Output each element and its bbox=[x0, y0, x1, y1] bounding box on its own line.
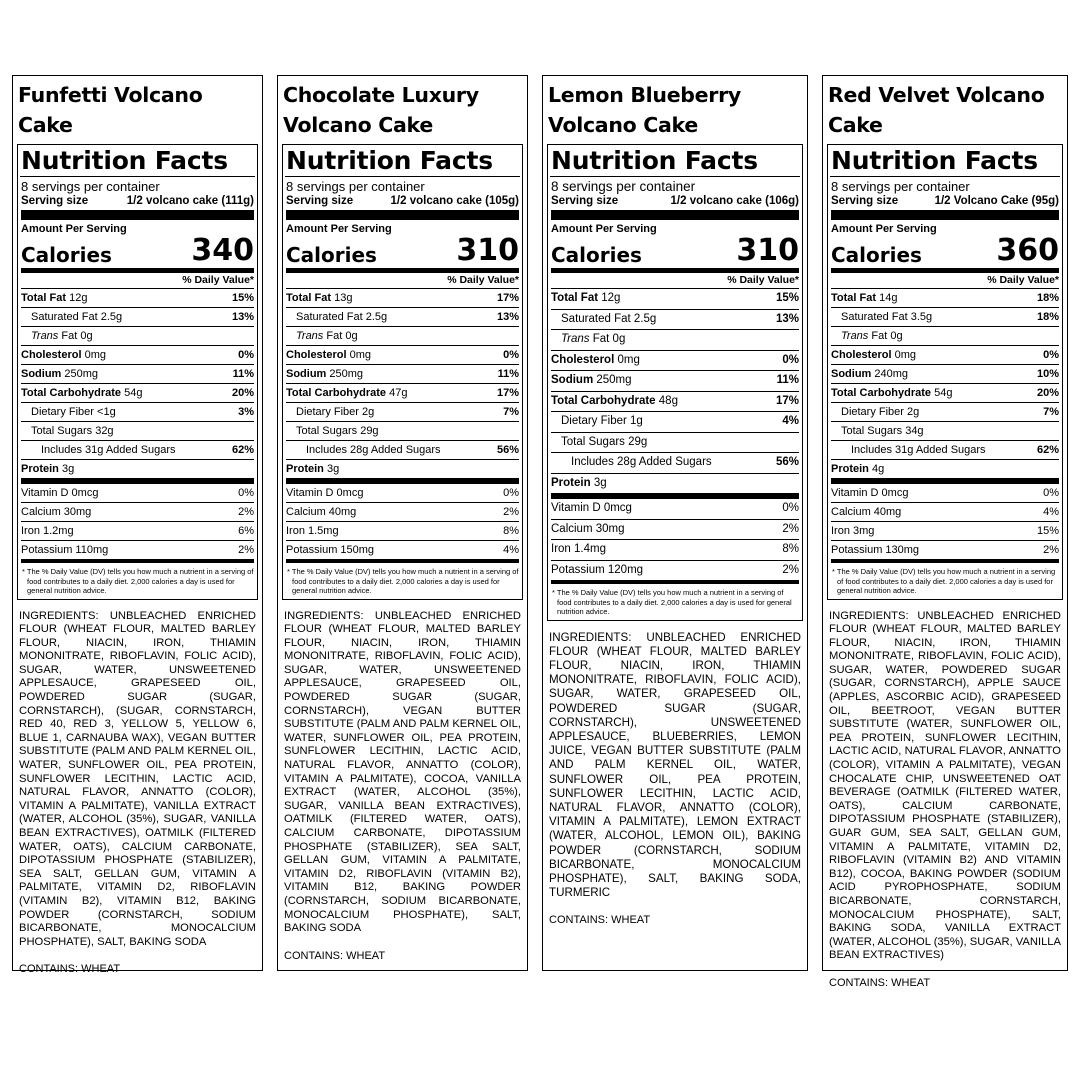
total-carbohydrate-row bbox=[286, 384, 519, 403]
calories-row bbox=[21, 233, 254, 268]
potassium: Potassium 130mg bbox=[831, 544, 920, 556]
calcium-dv: 2% bbox=[503, 506, 519, 518]
calories-row bbox=[286, 233, 519, 268]
cholesterol-amount: 0mg bbox=[84, 349, 106, 361]
calcium: Calcium 30mg bbox=[21, 506, 92, 518]
potassium-dv: 2% bbox=[238, 544, 254, 556]
total-carbohydrate-dv: 17% bbox=[496, 387, 519, 399]
added-sugars: Includes 31g Added Sugars bbox=[41, 444, 176, 456]
sodium-amount: 250mg bbox=[596, 374, 632, 386]
total-sugars: Total Sugars 29g bbox=[296, 425, 379, 437]
vitamin-d-row bbox=[831, 484, 1059, 503]
daily-value-header: % Daily Value* bbox=[21, 273, 254, 289]
dietary-fiber-amount: 2g bbox=[362, 406, 375, 418]
calories-value: 360 bbox=[996, 233, 1059, 268]
nutrition-facts-heading: Nutrition Facts bbox=[550, 145, 800, 177]
total-carbohydrate-dv: 20% bbox=[231, 387, 254, 399]
trans-fat-amount: Fat 0g bbox=[592, 333, 626, 345]
potassium: Potassium 120mg bbox=[551, 563, 644, 576]
total-carbohydrate-dv: 17% bbox=[775, 394, 799, 407]
trans-fat-row bbox=[551, 330, 799, 351]
daily-value-header: % Daily Value* bbox=[551, 273, 799, 289]
daily-value-footnote: * The % Daily Value (DV) tells you how much a nutrient in a serving of food contributes to a daily diet. 2,000 calories a day is used for general nutrition advice. bbox=[286, 559, 519, 596]
dietary-fiber-label: Dietary Fiber bbox=[296, 406, 359, 418]
cholesterol-row bbox=[551, 351, 799, 372]
serving-size-label: Serving size bbox=[286, 195, 354, 207]
calcium-row bbox=[551, 520, 799, 541]
calories-row bbox=[831, 233, 1059, 268]
product-title: Lemon Blueberry Volcano Cake bbox=[548, 83, 741, 137]
serving-size-value: 1/2 volcano cake (111g) bbox=[126, 195, 254, 207]
potassium-dv: 2% bbox=[1043, 544, 1059, 556]
ingredients-text: INGREDIENTS: UNBLEACHED ENRICHED FLOUR (WHEAT FLOUR, MALTED BARLEY FLOUR, NIACIN, IRON, THIAMIN MONONITRATE, RIBOFLAVIN, FOLIC ACID), SUGAR, WATER, UNSWEETENED APPLESAUCE, GRAPESEED OIL, POWDERED SUGAR (SUGAR, CORNSTARCH), VEGAN BUTTER SUBSTITUTE (PALM AND PALM KERNEL OIL, WATER, SUNFLOWER OIL, PEA PROTEIN, SUNFLOWER LECITHIN, LACTIC ACID, NATURAL FLAVOR, ANNATTO (COLOR), VITAMIN A PALMITATE), COCOA, VANILLA EXTRACT (WATER, ALCOHOL (35%), SUGAR, VANILLA BEAN EXTRACTIVES), OATMILK (FILTERED WATER, OATS), CALCIUM CARBONATE, DIPOTASSIUM PHOSPHATE (STABILIZER), SEA SALT, GELLAN GUM, VITAMIN A PALMITATE, VITAMIN D2, RIBOFLAVIN (VITAMIN B2), VITAMIN B12, BAKING POWDER (CORNSTARCH, SODIUM BICARBONATE, MONOCALCIUM PHOSPHATE), SALT, BAKING SODA bbox=[284, 609, 521, 935]
total-fat-dv: 17% bbox=[496, 292, 519, 304]
iron-row bbox=[831, 522, 1059, 541]
thick-divider bbox=[21, 210, 254, 220]
amount-per-serving: Amount Per Serving bbox=[551, 223, 657, 235]
total-fat-amount: 12g bbox=[69, 292, 88, 304]
protein-label: Protein bbox=[831, 463, 869, 475]
allergen-statement: CONTAINS: WHEAT bbox=[284, 949, 386, 962]
ingredients-text: INGREDIENTS: UNBLEACHED ENRICHED FLOUR (WHEAT FLOUR, MALTED BARLEY FLOUR, NIACIN, IRON, THIAMIN MONONITRATE, RIBOFLAVIN, FOLIC ACID), SUGAR, WATER, GRAPESEED OIL, POWDERED SUGAR (SUGAR, CORNSTARCH), UNSWEETENED APPLESAUCE, BLUEBERRIES, LEMON JUICE, VEGAN BUTTER SUBSTITUTE (PALM AND PALM KERNEL OIL, WATER, SUNFLOWER OIL, PEA PROTEIN, SUNFLOWER LECITHIN, LACTIC ACID, NATURAL FLAVOR, ANNATTO (COLOR), VITAMIN A PALMITATE), LEMON EXTRACT (WATER, ALCOHOL, LEMON OIL), BAKING POWDER (CORNSTARCH, SODIUM BICARBONATE, MONOCALCIUM PHOSPHATE), SALT, BAKING SODA, TURMERIC bbox=[549, 630, 801, 900]
iron-row bbox=[551, 540, 799, 561]
total-carbohydrate-amount: 54g bbox=[124, 387, 143, 399]
saturated-fat-dv: 18% bbox=[1036, 311, 1059, 323]
trans-fat-row bbox=[831, 327, 1059, 346]
saturated-fat-amount: 2.5g bbox=[365, 311, 388, 323]
total-fat-label: Total Fat bbox=[831, 292, 877, 304]
cholesterol-dv: 0% bbox=[1043, 349, 1059, 361]
saturated-fat-label: Saturated Fat bbox=[841, 311, 908, 323]
sodium-dv: 11% bbox=[497, 368, 519, 380]
calories-row bbox=[551, 233, 799, 268]
calcium: Calcium 40mg bbox=[286, 506, 357, 518]
nutrition-facts-box bbox=[17, 144, 258, 600]
saturated-fat-dv: 13% bbox=[231, 311, 254, 323]
added-sugars-dv: 56% bbox=[496, 444, 519, 456]
allergen-statement: CONTAINS: WHEAT bbox=[829, 976, 931, 989]
dietary-fiber-amount: <1g bbox=[97, 406, 116, 418]
amount-per-serving: Amount Per Serving bbox=[831, 223, 937, 235]
saturated-fat-label: Saturated Fat bbox=[296, 311, 363, 323]
dietary-fiber-dv: 7% bbox=[503, 406, 519, 418]
saturated-fat-dv: 13% bbox=[775, 312, 799, 325]
dietary-fiber-dv: 3% bbox=[238, 406, 254, 418]
iron: Iron 1.5mg bbox=[286, 525, 339, 537]
iron: Iron 1.2mg bbox=[21, 525, 74, 537]
total-fat-dv: 15% bbox=[231, 292, 254, 304]
vitamin-d: Vitamin D 0mcg bbox=[286, 487, 364, 499]
serving-size-row bbox=[21, 194, 254, 208]
dietary-fiber-label: Dietary Fiber bbox=[31, 406, 94, 418]
daily-value-header: % Daily Value* bbox=[286, 273, 519, 289]
calories-label: Calories bbox=[551, 243, 642, 267]
nutrition-facts-heading: Nutrition Facts bbox=[830, 145, 1060, 177]
vitamin-d-row bbox=[551, 499, 799, 520]
total-fat-amount: 12g bbox=[601, 292, 621, 304]
cholesterol-amount: 0mg bbox=[617, 353, 640, 366]
calcium-row bbox=[21, 503, 254, 522]
sodium-row bbox=[831, 365, 1059, 384]
trans-fat-label: Trans bbox=[31, 330, 59, 342]
total-sugars-row bbox=[286, 422, 519, 441]
calories-label: Calories bbox=[21, 243, 112, 267]
saturated-fat-row bbox=[286, 308, 519, 327]
daily-value-header: % Daily Value* bbox=[831, 273, 1059, 289]
cholesterol-row bbox=[831, 346, 1059, 365]
total-sugars: Total Sugars 34g bbox=[841, 425, 924, 437]
serving-size-label: Serving size bbox=[21, 195, 89, 207]
sodium-amount: 250mg bbox=[64, 368, 99, 380]
added-sugars-row bbox=[831, 441, 1059, 460]
cholesterol-row bbox=[21, 346, 254, 365]
calcium-row bbox=[286, 503, 519, 522]
servings-per-container: 8 servings per container bbox=[21, 179, 160, 194]
cholesterol-dv: 0% bbox=[503, 349, 519, 361]
protein-label: Protein bbox=[551, 476, 591, 489]
calcium-row bbox=[831, 503, 1059, 522]
protein-row bbox=[831, 460, 1059, 478]
calcium-dv: 4% bbox=[1043, 506, 1059, 518]
cholesterol-dv: 0% bbox=[238, 349, 254, 361]
saturated-fat-row bbox=[831, 308, 1059, 327]
saturated-fat-amount: 3.5g bbox=[910, 311, 933, 323]
saturated-fat-amount: 2.5g bbox=[100, 311, 123, 323]
servings-per-container: 8 servings per container bbox=[831, 179, 970, 194]
total-fat-dv: 18% bbox=[1036, 292, 1059, 304]
dietary-fiber-row bbox=[551, 412, 799, 433]
total-sugars-row bbox=[21, 422, 254, 441]
trans-fat-label: Trans bbox=[561, 333, 590, 345]
allergen-statement: CONTAINS: WHEAT bbox=[19, 963, 121, 976]
dietary-fiber-label: Dietary Fiber bbox=[561, 415, 627, 427]
iron-dv: 15% bbox=[1036, 525, 1059, 537]
total-sugars: Total Sugars 32g bbox=[31, 425, 114, 437]
total-carbohydrate-label: Total Carbohydrate bbox=[831, 387, 932, 399]
dietary-fiber-row bbox=[286, 403, 519, 422]
daily-value-footnote: * The % Daily Value (DV) tells you how much a nutrient in a serving of food contributes to a daily diet. 2,000 calories a day is used for general nutrition advice. bbox=[21, 559, 254, 596]
sodium-amount: 240mg bbox=[874, 368, 909, 380]
total-carbohydrate-row bbox=[551, 392, 799, 413]
serving-size-row bbox=[286, 194, 519, 208]
trans-fat-label: Trans bbox=[841, 330, 869, 342]
total-sugars-row bbox=[831, 422, 1059, 441]
ingredients-text: INGREDIENTS: UNBLEACHED ENRICHED FLOUR (WHEAT FLOUR, MALTED BARLEY FLOUR, NIACIN, IRON, THIAMIN MONONITRATE, RIBOFLAVIN, FOLIC ACID), SUGAR, WATER, UNSWEETENED APPLESAUCE, GRAPESEED OIL, POWDERED SUGAR (SUGAR, CORNSTARCH), (SUGAR, CORNSTARCH, RED 40, RED 3, YELLOW 5, YELLOW 6, BLUE 1, CARNAUBA WAX), VEGAN BUTTER SUBSTITUTE (PALM AND PALM KERNEL OIL, WATER, SUNFLOWER OIL, PEA PROTEIN, SUNFLOWER LECITHIN, LACTIC ACID, NATURAL FLAVOR, ANNATTO (COLOR), VITAMIN A PALMITATE), VANILLA EXTRACT (WATER, ALCOHOL (35%), SUGAR, VANILLA BEAN EXTRACTIVES), OATMILK (FILTERED WATER, OATS), CALCIUM CARBONATE, DIPOTASSIUM PHOSPHATE (STABILIZER), SEA SALT, GELLAN GUM, VITAMIN A PALMITATE, VITAMIN D2, RIBOFLAVIN (VITAMIN B2), VITAMIN B12, BAKING POWDER (CORNSTARCH, SODIUM BICARBONATE, MONOCALCIUM PHOSPHATE), SALT, BAKING SODA bbox=[19, 609, 256, 948]
total-fat-amount: 14g bbox=[879, 292, 898, 304]
serving-size-label: Serving size bbox=[551, 195, 619, 207]
cholesterol-row bbox=[286, 346, 519, 365]
product-title: Red Velvet Volcano Cake bbox=[828, 83, 1045, 137]
ingredients-text: INGREDIENTS: UNBLEACHED ENRICHED FLOUR (WHEAT FLOUR, MALTED BARLEY FLOUR, NIACIN, IRON, THIAMIN MONONITRATE, RIBOFLAVIN, FOLIC ACID), SUGAR, WATER, POWDERED SUGAR (SUGAR, CORNSTARCH), APPLE SAUCE (APPLES, ASCORBIC ACID), GRAPESEED OIL, BEETROOT, VEGAN BUTTER SUBSTITUTE (WATER, SUNFLOWER OIL, PEA PROTEIN, SUNFLOWER LECITHIN, LACTIC ACID, NATURAL FLAVOR, ANNATTO (COLOR), VITAMIN A PALMITATE), VEGAN CHOCALATE CHIP, UNSWEETENED OAT BEVERAGE (OATMILK (FILTERED WATER, OATS), CALCIUM CARBONATE, DIPOTASSIUM PHOSPHATE (STABILIZER), GUAR GUM, SEA SALT, GELLAN GUM, VITAMIN A PALMITATE, VITAMIN D2, RIBOFLAVIN (VITAMIN B2) AND VITAMIN B12), COCOA, BAKING POWDER (SODIUM ACID PYROPHOSPHATE, SODIUM BICARBONATE, CORNSTARCH, MONOCALCIUM PHOSPHATE), SALT, BAKING SODA, VANILLA EXTRACT (WATER, ALCOHOL (35%), SUGAR, VANILLA BEAN EXTRACTIVES) bbox=[829, 609, 1061, 962]
total-carbohydrate-amount: 54g bbox=[934, 387, 953, 399]
total-carbohydrate-label: Total Carbohydrate bbox=[21, 387, 122, 399]
serving-size-label: Serving size bbox=[831, 195, 899, 207]
calcium: Calcium 30mg bbox=[551, 522, 625, 535]
dietary-fiber-label: Dietary Fiber bbox=[841, 406, 904, 418]
total-fat-row bbox=[286, 289, 519, 308]
iron-dv: 8% bbox=[503, 525, 519, 537]
vitamin-d-row bbox=[286, 484, 519, 503]
total-sugars-row bbox=[551, 433, 799, 454]
total-fat-amount: 13g bbox=[334, 292, 353, 304]
calcium-dv: 2% bbox=[238, 506, 254, 518]
saturated-fat-amount: 2.5g bbox=[633, 312, 657, 325]
calcium-dv: 2% bbox=[782, 522, 799, 535]
dietary-fiber-dv: 4% bbox=[782, 415, 799, 427]
iron: Iron 3mg bbox=[831, 525, 875, 537]
total-carbohydrate-row bbox=[21, 384, 254, 403]
calories-label: Calories bbox=[831, 243, 922, 267]
iron: Iron 1.4mg bbox=[551, 543, 606, 555]
vitamin-d-dv: 0% bbox=[1043, 487, 1059, 499]
trans-fat-row bbox=[286, 327, 519, 346]
vitamin-d-dv: 0% bbox=[238, 487, 254, 499]
thick-divider bbox=[551, 210, 799, 220]
sodium-label: Sodium bbox=[831, 368, 872, 380]
sodium-dv: 10% bbox=[1036, 368, 1059, 380]
cholesterol-label: Cholesterol bbox=[286, 349, 347, 361]
trans-fat-amount: Fat 0g bbox=[326, 330, 358, 342]
saturated-fat-label: Saturated Fat bbox=[561, 312, 631, 325]
dietary-fiber-dv: 7% bbox=[1043, 406, 1059, 418]
calories-label: Calories bbox=[286, 243, 377, 267]
vitamin-d: Vitamin D 0mcg bbox=[831, 487, 909, 499]
sodium-row bbox=[286, 365, 519, 384]
vitamin-d: Vitamin D 0mcg bbox=[551, 502, 632, 514]
calories-value: 340 bbox=[191, 233, 254, 268]
cholesterol-amount: 0mg bbox=[349, 349, 371, 361]
trans-fat-label: Trans bbox=[296, 330, 324, 342]
serving-size-value: 1/2 Volcano Cake (95g) bbox=[934, 195, 1059, 207]
saturated-fat-row bbox=[21, 308, 254, 327]
potassium-row bbox=[286, 541, 519, 559]
total-fat-label: Total Fat bbox=[286, 292, 332, 304]
iron-row bbox=[21, 522, 254, 541]
added-sugars-row bbox=[286, 441, 519, 460]
total-carbohydrate-amount: 48g bbox=[658, 394, 678, 407]
protein-amount: 4g bbox=[871, 463, 885, 475]
sodium-row bbox=[551, 371, 799, 392]
iron-row bbox=[286, 522, 519, 541]
potassium-dv: 4% bbox=[503, 544, 519, 556]
sodium-label: Sodium bbox=[551, 374, 594, 386]
potassium-row bbox=[831, 541, 1059, 559]
protein-amount: 3g bbox=[61, 463, 75, 475]
nutrition-facts-box bbox=[282, 144, 523, 600]
protein-row bbox=[551, 474, 799, 494]
thick-divider bbox=[286, 210, 519, 220]
dietary-fiber-row bbox=[21, 403, 254, 422]
protein-row bbox=[286, 460, 519, 478]
saturated-fat-dv: 13% bbox=[496, 311, 519, 323]
serving-size-row bbox=[551, 194, 799, 208]
serving-size-value: 1/2 volcano cake (106g) bbox=[670, 195, 799, 207]
iron-dv: 8% bbox=[782, 543, 799, 555]
total-carbohydrate-dv: 20% bbox=[1036, 387, 1059, 399]
nutrition-label-panel bbox=[277, 75, 528, 971]
servings-per-container: 8 servings per container bbox=[286, 179, 425, 194]
added-sugars: Includes 28g Added Sugars bbox=[306, 444, 441, 456]
serving-size-value: 1/2 volcano cake (105g) bbox=[390, 195, 519, 207]
total-fat-row bbox=[551, 289, 799, 310]
daily-value-footnote: * The % Daily Value (DV) tells you how much a nutrient in a serving of food contributes to a daily diet. 2,000 calories a day is used for general nutrition advice. bbox=[831, 559, 1059, 596]
added-sugars-row bbox=[21, 441, 254, 460]
total-fat-label: Total Fat bbox=[21, 292, 67, 304]
total-carbohydrate-label: Total Carbohydrate bbox=[551, 394, 656, 407]
protein-row bbox=[21, 460, 254, 478]
protein-label: Protein bbox=[286, 463, 324, 475]
sodium-label: Sodium bbox=[286, 368, 327, 380]
iron-dv: 6% bbox=[238, 525, 254, 537]
potassium-row bbox=[21, 541, 254, 559]
protein-amount: 3g bbox=[326, 463, 340, 475]
vitamin-d: Vitamin D 0mcg bbox=[21, 487, 99, 499]
total-carbohydrate-label: Total Carbohydrate bbox=[286, 387, 387, 399]
nutrition-facts-heading: Nutrition Facts bbox=[20, 145, 255, 177]
calories-value: 310 bbox=[736, 233, 799, 268]
nutrition-label-panel bbox=[542, 75, 808, 971]
cholesterol-label: Cholesterol bbox=[21, 349, 82, 361]
sodium-dv: 11% bbox=[232, 368, 254, 380]
dietary-fiber-row bbox=[831, 403, 1059, 422]
total-carbohydrate-row bbox=[831, 384, 1059, 403]
total-fat-row bbox=[21, 289, 254, 308]
sodium-row bbox=[21, 365, 254, 384]
thick-divider bbox=[831, 210, 1059, 220]
sodium-dv: 11% bbox=[776, 374, 799, 386]
nutrition-facts-heading: Nutrition Facts bbox=[285, 145, 520, 177]
added-sugars-dv: 62% bbox=[1036, 444, 1059, 456]
allergen-statement: CONTAINS: WHEAT bbox=[549, 914, 651, 927]
trans-fat-amount: Fat 0g bbox=[871, 330, 903, 342]
cholesterol-label: Cholesterol bbox=[551, 353, 615, 366]
nutrition-facts-box bbox=[827, 144, 1063, 600]
vitamin-d-dv: 0% bbox=[782, 502, 799, 514]
added-sugars: Includes 28g Added Sugars bbox=[571, 456, 712, 468]
potassium-dv: 2% bbox=[782, 563, 799, 576]
sodium-amount: 250mg bbox=[329, 368, 364, 380]
product-title: Chocolate Luxury Volcano Cake bbox=[283, 83, 479, 137]
total-fat-row bbox=[831, 289, 1059, 308]
saturated-fat-label: Saturated Fat bbox=[31, 311, 98, 323]
cholesterol-label: Cholesterol bbox=[831, 349, 892, 361]
serving-size-row bbox=[831, 194, 1059, 208]
calories-value: 310 bbox=[456, 233, 519, 268]
vitamin-d-dv: 0% bbox=[503, 487, 519, 499]
vitamin-d-row bbox=[21, 484, 254, 503]
saturated-fat-row bbox=[551, 310, 799, 331]
potassium: Potassium 150mg bbox=[286, 544, 375, 556]
amount-per-serving: Amount Per Serving bbox=[286, 223, 392, 235]
added-sugars-dv: 56% bbox=[775, 456, 799, 468]
nutrition-label-panel bbox=[12, 75, 263, 976]
total-carbohydrate-amount: 47g bbox=[389, 387, 408, 399]
calcium: Calcium 40mg bbox=[831, 506, 902, 518]
added-sugars-row bbox=[551, 453, 799, 474]
nutrition-label-panel bbox=[822, 75, 1068, 989]
potassium: Potassium 110mg bbox=[21, 544, 109, 556]
potassium-row bbox=[551, 561, 799, 581]
daily-value-footnote: * The % Daily Value (DV) tells you how much a nutrient in a serving of food contributes to a daily diet. 2,000 calories a day is used for general nutrition advice. bbox=[551, 580, 799, 617]
added-sugars: Includes 31g Added Sugars bbox=[851, 444, 986, 456]
product-title: Funfetti Volcano Cake bbox=[18, 83, 203, 137]
amount-per-serving: Amount Per Serving bbox=[21, 223, 127, 235]
nutrition-facts-box bbox=[547, 144, 803, 621]
total-fat-dv: 15% bbox=[775, 292, 799, 304]
added-sugars-dv: 62% bbox=[231, 444, 254, 456]
cholesterol-dv: 0% bbox=[782, 353, 799, 366]
protein-amount: 3g bbox=[593, 476, 607, 489]
servings-per-container: 8 servings per container bbox=[551, 179, 696, 194]
total-sugars: Total Sugars 29g bbox=[561, 435, 648, 448]
protein-label: Protein bbox=[21, 463, 59, 475]
cholesterol-amount: 0mg bbox=[894, 349, 916, 361]
trans-fat-amount: Fat 0g bbox=[61, 330, 93, 342]
sodium-label: Sodium bbox=[21, 368, 62, 380]
total-fat-label: Total Fat bbox=[551, 292, 599, 304]
trans-fat-row bbox=[21, 327, 254, 346]
dietary-fiber-amount: 2g bbox=[907, 406, 920, 418]
dietary-fiber-amount: 1g bbox=[630, 415, 643, 427]
